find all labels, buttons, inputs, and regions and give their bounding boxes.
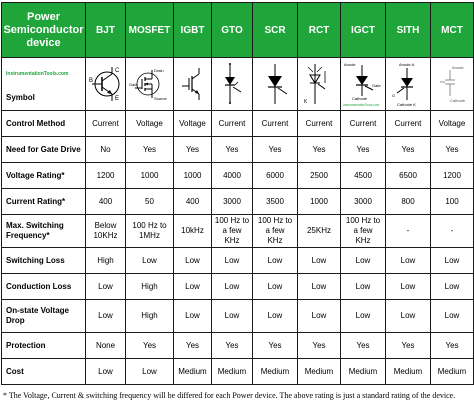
header-title-cell	[2, 3, 86, 58]
symbol-igbt-cell	[174, 58, 212, 111]
cell-current-gto: 3000	[212, 189, 253, 215]
symbol-row-label	[2, 58, 86, 111]
igct-anode-label: Anode	[344, 62, 356, 67]
cell-cost-mosfet: Low	[126, 359, 174, 385]
mct-cathode-label: Cathode	[450, 98, 466, 103]
cell-cost-rct: Medium	[298, 359, 341, 385]
cell-protect-sith: Yes	[386, 333, 431, 359]
mct-symbol-icon	[432, 60, 472, 108]
row-label-on-state-voltage	[2, 300, 86, 333]
cell-condloss-gto: Low	[212, 274, 253, 300]
symbol-igct-cell	[341, 58, 386, 111]
cell-freq-igct-l3: KHz	[355, 236, 371, 245]
cell-freq-mosfet-l1: 100 Hz to	[132, 221, 167, 230]
cell-freq-scr-l1: 100 Hz to	[257, 216, 293, 225]
header-device-mct: MCT	[431, 3, 474, 58]
row-label-on-state-line2: Drop	[6, 316, 25, 325]
row-current-rating	[2, 189, 474, 215]
cell-condloss-igbt: Low	[174, 274, 212, 300]
header-title-line2: Semiconductor	[3, 23, 84, 36]
cell-gate-mosfet: Yes	[126, 137, 174, 163]
cell-swloss-sith: Low	[386, 248, 431, 274]
row-max-switching-frequency	[2, 215, 474, 248]
cell-freq-bjt-l1: Below	[94, 221, 117, 230]
symbol-bjt-cell	[86, 58, 126, 111]
cell-onstate-bjt: Low	[86, 300, 126, 333]
cell-swloss-rct: Low	[298, 248, 341, 274]
cell-protect-mct: Yes	[431, 333, 474, 359]
cell-condloss-mosfet: High	[126, 274, 174, 300]
bjt-b-label: B	[88, 78, 93, 84]
header-device-igbt: IGBT	[174, 3, 212, 58]
cell-protect-igbt: Yes	[174, 333, 212, 359]
row-cost	[2, 359, 474, 385]
cell-protect-bjt: None	[86, 333, 126, 359]
scr-symbol-icon	[258, 61, 292, 107]
cell-onstate-rct: Low	[298, 300, 341, 333]
cell-condloss-sith: Low	[386, 274, 431, 300]
mosfet-drain-label: Drain	[153, 68, 164, 73]
header-title-line3: device	[26, 36, 61, 49]
cell-protect-igct: Yes	[341, 333, 386, 359]
cell-freq-igct-l1: 100 Hz to	[345, 216, 381, 225]
cell-cost-igbt: Medium	[174, 359, 212, 385]
row-label-conduction-loss: Conduction Loss	[2, 274, 86, 300]
cell-onstate-scr: Low	[253, 300, 298, 333]
row-on-state-voltage	[2, 300, 474, 333]
cell-voltage-igbt: 1000	[174, 163, 212, 189]
bjt-symbol-icon	[88, 64, 124, 104]
cell-cost-bjt: Low	[86, 359, 126, 385]
cell-cost-gto: Medium	[212, 359, 253, 385]
cell-condloss-igct: Low	[341, 274, 386, 300]
cell-onstate-igbt: Low	[174, 300, 212, 333]
cell-freq-igct	[341, 215, 386, 248]
header-device-igct: IGCT	[341, 3, 386, 58]
cell-voltage-bjt: 1200	[86, 163, 126, 189]
cell-current-mosfet: 50	[126, 189, 174, 215]
row-label-current-rating: Current Rating*	[2, 189, 86, 215]
cell-gate-bjt: No	[86, 137, 126, 163]
igct-symbol-icon	[342, 60, 384, 108]
cell-control-scr: Current	[253, 111, 298, 137]
row-label-control-method: Control Method	[2, 111, 86, 137]
cell-freq-gto-l3: KHz	[224, 236, 240, 245]
cell-swloss-scr: Low	[253, 248, 298, 274]
row-label-switching-loss: Switching Loss	[2, 248, 86, 274]
cell-gate-rct: Yes	[298, 137, 341, 163]
bjt-e-label: E	[114, 96, 119, 102]
cell-current-rct: 1000	[298, 189, 341, 215]
cell-freq-sith: -	[386, 215, 431, 248]
cell-freq-rct: 25KHz	[298, 215, 341, 248]
cell-control-bjt: Current	[86, 111, 126, 137]
row-label-gate-drive: Need for Gate Drive	[2, 137, 86, 163]
cell-swloss-igct: Low	[341, 248, 386, 274]
cell-voltage-igct: 4500	[341, 163, 386, 189]
sith-cathode-label: Cathode K	[397, 102, 416, 107]
mosfet-gate-label: Gate	[128, 82, 138, 87]
symbol-mct-cell	[431, 58, 474, 111]
cell-cost-sith: Medium	[386, 359, 431, 385]
cell-voltage-gto: 4000	[212, 163, 253, 189]
cell-protect-mosfet: Yes	[126, 333, 174, 359]
row-voltage-rating	[2, 163, 474, 189]
cell-voltage-rct: 2500	[298, 163, 341, 189]
rct-k-label: K	[304, 99, 308, 105]
cell-freq-bjt-l2: 10KHz	[93, 231, 118, 240]
cell-control-sith: Current	[386, 111, 431, 137]
cell-gate-igbt: Yes	[174, 137, 212, 163]
cell-freq-igct-l2: a few	[353, 226, 373, 235]
cell-gate-scr: Yes	[253, 137, 298, 163]
cell-onstate-mct: Low	[431, 300, 474, 333]
cell-protect-gto: Yes	[212, 333, 253, 359]
bjt-c-label: C	[114, 68, 119, 74]
cell-cost-mct: Medium	[431, 359, 474, 385]
header-title-line1: Power	[26, 10, 60, 23]
cell-voltage-sith: 6500	[386, 163, 431, 189]
cell-voltage-mct: 1200	[431, 163, 474, 189]
mosfet-source-label: Source	[153, 96, 167, 101]
header-device-gto: GTO	[212, 3, 253, 58]
cell-control-gto: Current	[212, 111, 253, 137]
footnote: * The Voltage, Current & switching frequency will be differed for each Power device. The above rating is just a standard rating of the device.	[3, 391, 456, 400]
cell-onstate-gto: Low	[212, 300, 253, 333]
header-device-scr: SCR	[253, 3, 298, 58]
symbol-row	[2, 58, 474, 111]
cell-onstate-sith: Low	[386, 300, 431, 333]
igct-website-label: InstrumentationTools.com	[343, 103, 380, 107]
cell-gate-sith: Yes	[386, 137, 431, 163]
cell-freq-bjt	[86, 215, 126, 248]
cell-current-scr: 3500	[253, 189, 298, 215]
row-label-voltage-rating: Voltage Rating*	[2, 163, 86, 189]
cell-control-igbt: Voltage	[174, 111, 212, 137]
cell-gate-igct: Yes	[341, 137, 386, 163]
website-watermark: InstrumentationTools.com	[6, 71, 69, 77]
cell-current-sith: 800	[386, 189, 431, 215]
sith-gate-label: G	[392, 93, 396, 98]
sith-anode-label: Anode A	[399, 62, 415, 67]
row-label-max-switching	[2, 215, 86, 248]
cell-cost-igct: Medium	[341, 359, 386, 385]
symbol-label: Symbol	[6, 93, 35, 102]
cell-swloss-igbt: Low	[174, 248, 212, 274]
cell-condloss-scr: Low	[253, 274, 298, 300]
mct-anode-label: Anode	[452, 65, 464, 70]
row-label-on-state-line1: On-state Voltage	[6, 306, 69, 315]
row-label-max-switching-line2: Frequency*	[6, 231, 50, 240]
symbol-scr-cell	[253, 58, 298, 111]
row-protection	[2, 333, 474, 359]
header-device-sith: SITH	[386, 3, 431, 58]
igct-cathode-label: Cathode	[352, 96, 368, 101]
header-device-bjt: BJT	[86, 3, 126, 58]
cell-protect-scr: Yes	[253, 333, 298, 359]
cell-freq-scr-l2: a few	[265, 226, 285, 235]
cell-freq-mct: -	[431, 215, 474, 248]
cell-swloss-gto: Low	[212, 248, 253, 274]
device-comparison-table	[1, 2, 474, 385]
header-row	[2, 3, 474, 58]
row-gate-drive	[2, 137, 474, 163]
cell-voltage-mosfet: 1000	[126, 163, 174, 189]
cell-onstate-igct: Low	[341, 300, 386, 333]
cell-condloss-bjt: Low	[86, 274, 126, 300]
gto-symbol-icon	[215, 61, 249, 107]
row-label-protection: Protection	[2, 333, 86, 359]
cell-freq-mosfet-l2: 1MHz	[139, 231, 160, 240]
cell-swloss-mosfet: Low	[126, 248, 174, 274]
cell-current-igct: 3000	[341, 189, 386, 215]
cell-onstate-mosfet: High	[126, 300, 174, 333]
cell-gate-gto: Yes	[212, 137, 253, 163]
cell-freq-igbt: 10kHz	[174, 215, 212, 248]
cell-voltage-scr: 6000	[253, 163, 298, 189]
cell-current-mct: 100	[431, 189, 474, 215]
header-device-rct: RCT	[298, 3, 341, 58]
cell-condloss-mct: Low	[431, 274, 474, 300]
row-conduction-loss	[2, 274, 474, 300]
cell-condloss-rct: Low	[298, 274, 341, 300]
row-label-cost: Cost	[2, 359, 86, 385]
cell-swloss-mct: Low	[431, 248, 474, 274]
symbol-rct-cell	[298, 58, 341, 111]
row-label-max-switching-line1: Max. Switching	[6, 221, 64, 230]
cell-freq-gto-l2: a few	[222, 226, 242, 235]
row-switching-loss	[2, 248, 474, 274]
header-device-mosfet: MOSFET	[126, 3, 174, 58]
cell-control-mct: Voltage	[431, 111, 474, 137]
cell-gate-mct: Yes	[431, 137, 474, 163]
cell-swloss-bjt: High	[86, 248, 126, 274]
igbt-symbol-icon	[178, 64, 208, 104]
cell-current-bjt: 400	[86, 189, 126, 215]
cell-freq-mosfet	[126, 215, 174, 248]
cell-freq-scr-l3: KHz	[267, 236, 283, 245]
symbol-sith-cell	[386, 58, 431, 111]
rct-symbol-icon	[301, 61, 337, 107]
row-control-method	[2, 111, 474, 137]
cell-control-rct: Current	[298, 111, 341, 137]
symbol-mosfet-cell	[126, 58, 174, 111]
cell-freq-scr	[253, 215, 298, 248]
symbol-gto-cell	[212, 58, 253, 111]
cell-control-igct: Current	[341, 111, 386, 137]
cell-control-mosfet: Voltage	[126, 111, 174, 137]
mosfet-symbol-icon	[129, 64, 171, 104]
cell-current-igbt: 400	[174, 189, 212, 215]
sith-symbol-icon	[387, 60, 429, 108]
cell-protect-rct: Yes	[298, 333, 341, 359]
cell-freq-gto	[212, 215, 253, 248]
cell-freq-gto-l1: 100 Hz to	[214, 216, 250, 225]
cell-cost-scr: Medium	[253, 359, 298, 385]
igct-gate-label: Gate	[372, 83, 381, 88]
